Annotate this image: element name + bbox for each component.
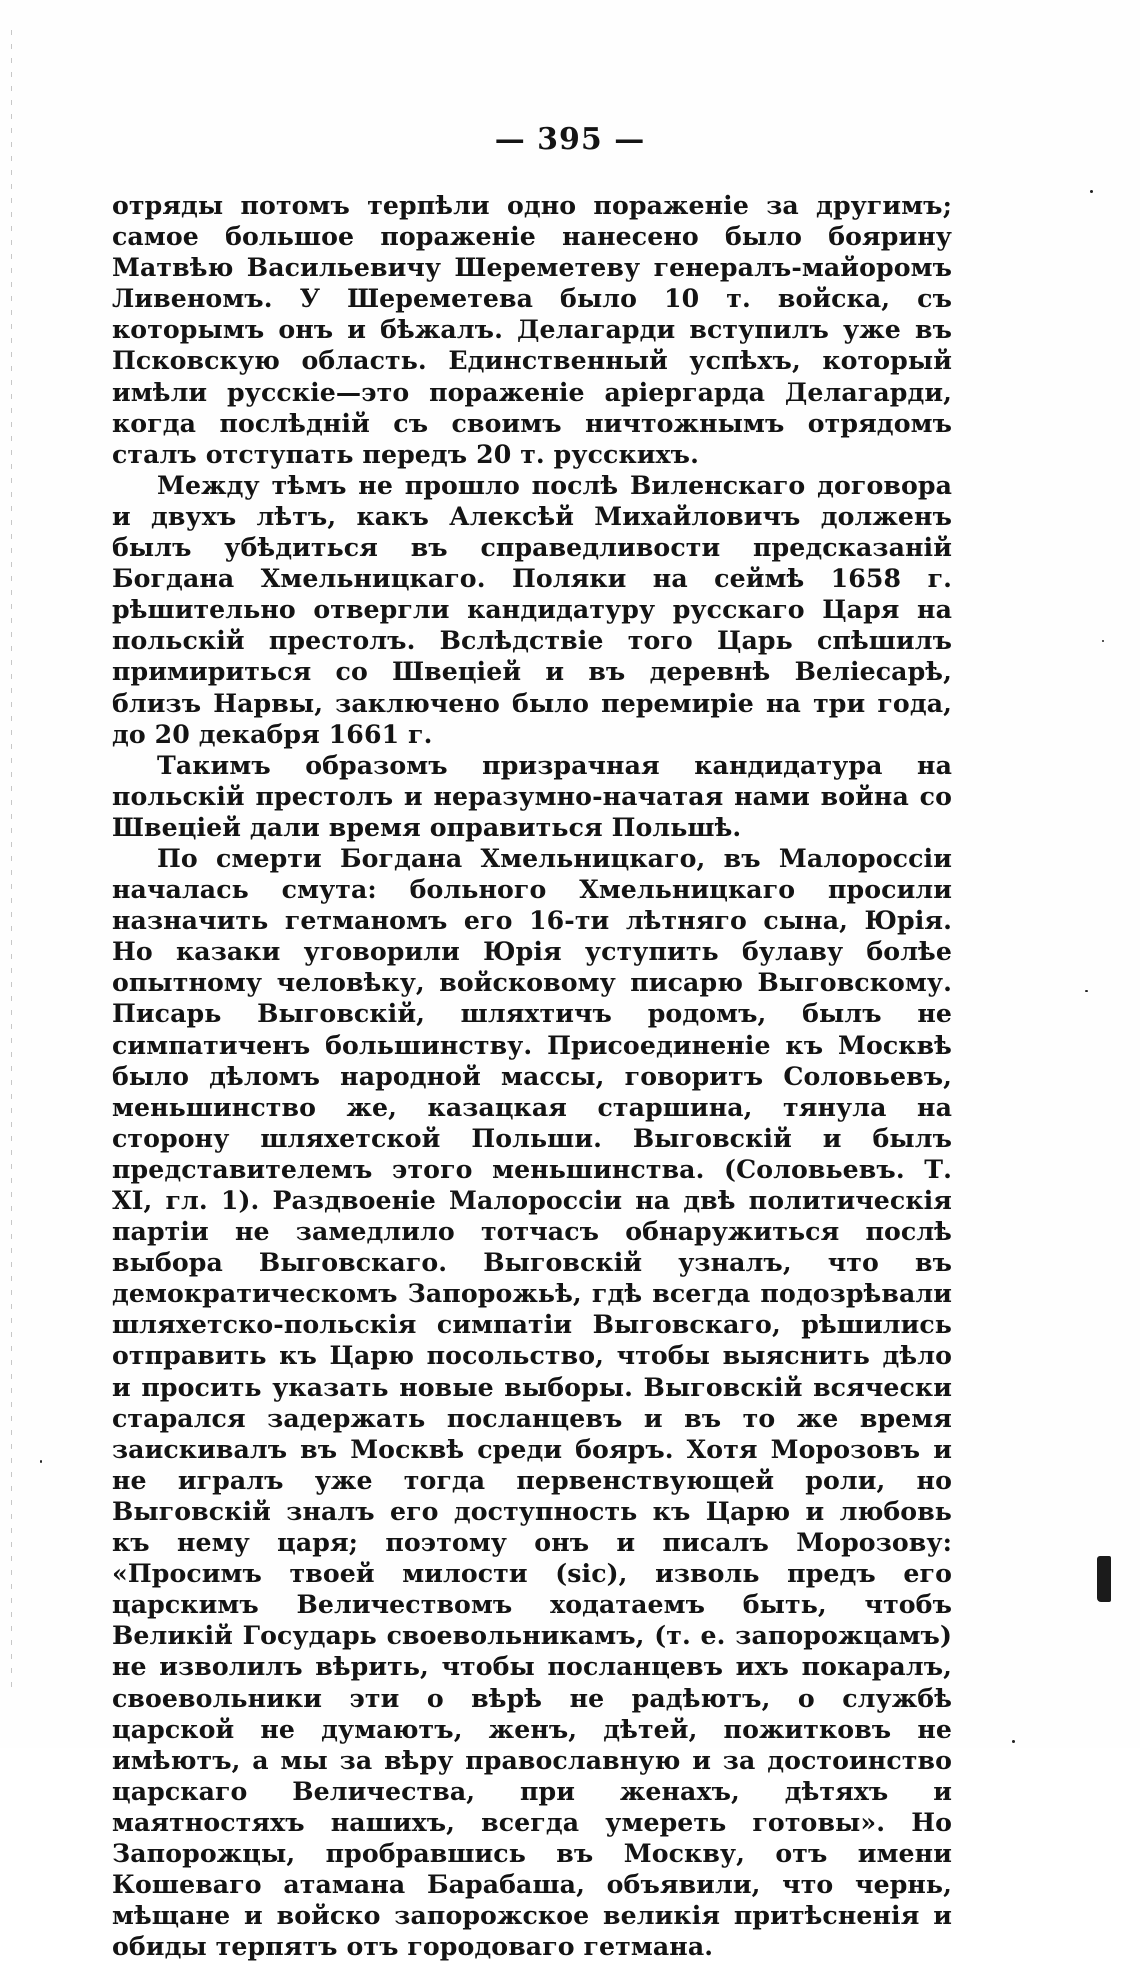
paragraph-1: отряды потомъ терпѣли одно пораженіе за другимъ; самое большое пораженіе нанесено было боярину Матвѣю Васильевичу Шереметеву генералъ-майоромъ Ливеномъ. У Шереметева было 10 т. войска, съ которымъ онъ и бѣжалъ. Делагарди вступилъ уже въ Псковскую область. Единственный успѣхъ, который имѣли русскіе—это пораженіе аріергарда Делагарди, когда послѣдній съ своимъ ничтожнымъ отрядомъ сталъ отступать передъ 20 т. русскихъ. bbox=[112, 190, 952, 469]
ink-blot bbox=[1097, 1556, 1111, 1602]
paragraph-2: Между тѣмъ не прошло послѣ Виленскаго договора и двухъ лѣтъ, какъ Алексѣй Михайловичъ долженъ былъ убѣдиться въ справедливости предсказаній Богдана Хмельницкаго. Поляки на сеймѣ 1658 г. рѣшительно отвергли кандидатуру русскаго Царя на польскій престолъ. Вслѣдствіе того Царь спѣшилъ примириться со Швеціей и въ деревнѣ Веліесарѣ, близъ Нарвы, заключено было перемиріе на три года, до 20 декабря 1661 г. bbox=[112, 469, 952, 749]
page-edge-shadow bbox=[11, 30, 12, 1690]
speck bbox=[1090, 190, 1093, 193]
paragraph-4: По смерти Богдана Хмельницкаго, въ Малороссіи началась смута: больного Хмельницкаго просили назначить гетманомъ его 16-ти лѣтняго сына, Юрія. Но казаки уговорили Юрія уступить булаву болѣе опытному человѣку, войсковому писарю Выговскому. Писарь Выговскій, шляхтичъ родомъ, былъ не симпатиченъ большинству. Присоединеніе къ Москвѣ было дѣломъ народной массы, говоритъ Соловьевъ, меньшинство же, казацкая старшина, тянула на сторону шляхетской Польши. Выговскій и былъ представителемъ этого меньшинства. (Соловьевъ. Т. XI, гл. 1). Раздвоеніе Малороссіи на двѣ политическія партіи не замедлило тотчасъ обнаружиться послѣ выбора Выговскаго. Выговскій узналъ, что въ демократическомъ Запорожьѣ, гдѣ всегда подозрѣвали шляхетско-польскія симпатіи Выговскаго, рѣшились отправить къ Царю посольство, чтобы выяснить дѣло и просить указать новые выборы. Выговскій всячески старался задержать посланцевъ и въ то же время заискивалъ въ Москвѣ среди бояръ. Хотя Морозовъ и не игралъ уже тогда первенствующей роли, но Выговскій зналъ его доступность къ Царю и любовь къ нему царя; поэтому онъ и писалъ Морозову: «Просимъ твоей милости (sic), изволь предъ его царскимъ Величествомъ ходатаемъ быть, чтобъ Великій Государь своевольникамъ, (т. е. запорожцамъ) не изволилъ вѣрить, чтобы посланцевъ ихъ покаралъ, своевольники эти о вѣрѣ не радѣютъ, о службѣ царской не думаютъ, женъ, дѣтей, пожитковъ не имѣютъ, а мы за вѣру православную и за достоинство царскаго Величества, при женахъ, дѣтяхъ и маятностяхъ нашихъ, всегда умереть готовы». Но Запорожцы, пробравшись въ Москву, отъ имени Кошеваго атамана Барабаша, объявили, что чернь, мѣщане и войско запорожское великія притѣсненія и обиды терпятъ отъ городоваго гетмана. bbox=[112, 842, 952, 1962]
page-number: — 395 — bbox=[494, 122, 646, 157]
speck bbox=[1012, 1740, 1015, 1743]
speck bbox=[40, 1460, 42, 1463]
speck bbox=[1085, 990, 1088, 992]
body-text bbox=[112, 190, 952, 1962]
speck bbox=[1102, 640, 1104, 642]
paragraph-3: Такимъ образомъ призрачная кандидатура на польскій престолъ и неразумно-начатая нами война со Швеціей дали время оправиться Польшѣ. bbox=[112, 749, 952, 842]
